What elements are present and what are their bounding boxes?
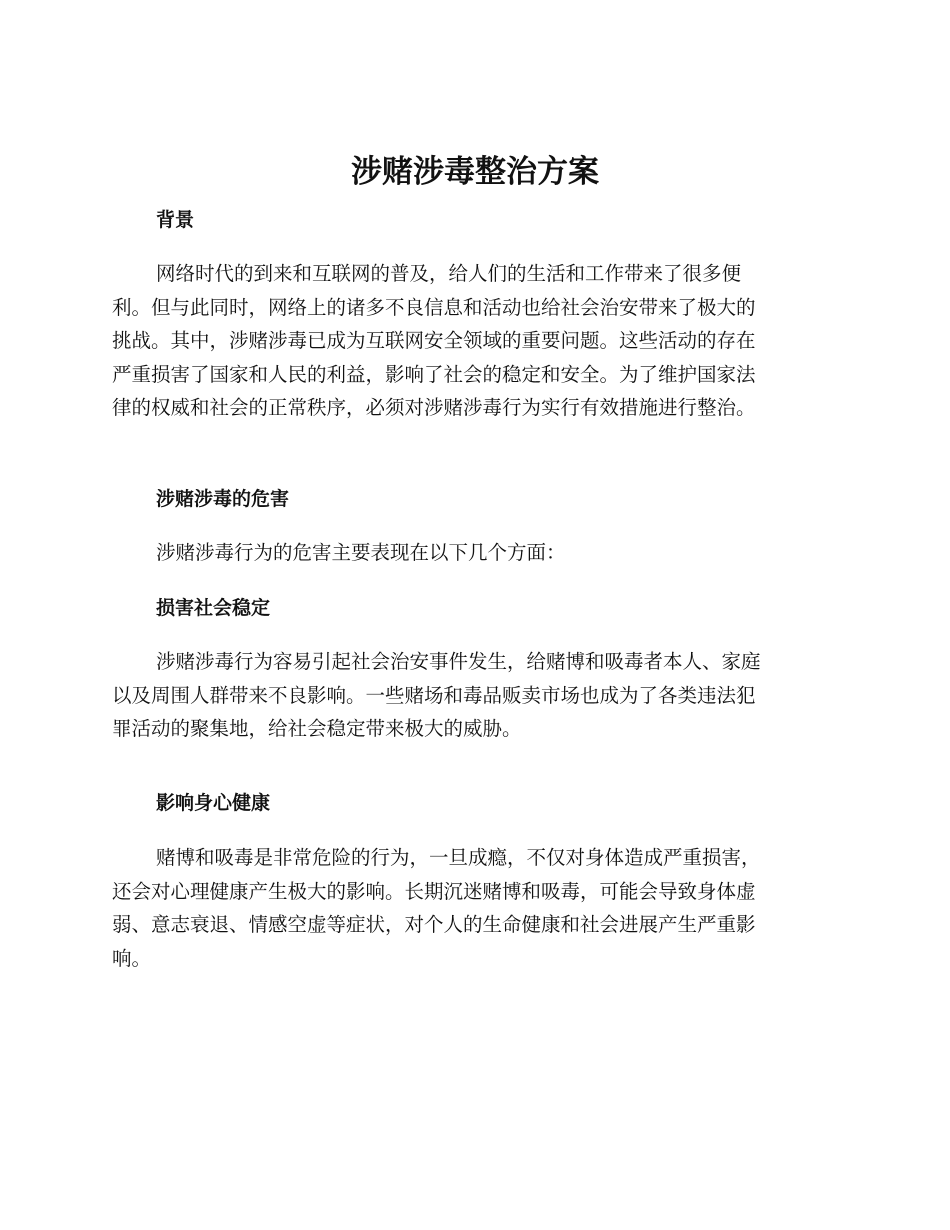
paragraph-line: 网络时代的到来和互联网的普及，给人们的生活和工作带来了很多便 [156, 262, 742, 285]
paragraph-line: 以及周围人群带来不良影响。一些赌场和毒品贩卖市场也成为了各类违法犯 [112, 683, 756, 707]
section-heading-health: 影响身心健康 [156, 792, 271, 814]
paragraph-line: 涉赌涉毒行为容易引起社会治安事件发生，给赌博和吸毒者本人、家庭 [156, 650, 761, 673]
section-paragraph-harms [112, 536, 836, 570]
paragraph-line: 挑战。其中，涉赌涉毒已成为互联网安全领域的重要问题。这些活动的存在 [112, 329, 756, 352]
section-paragraph-background [112, 257, 836, 425]
paragraph-line: 赌博和吸毒是非常危险的行为，一旦成瘾，不仅对身体造成严重损害， [156, 846, 761, 869]
section-paragraph-health [112, 841, 836, 975]
paragraph-line: 律的权威和社会的正常秩序，必须对涉赌涉毒行为实行有效措施进行整治。 [112, 396, 756, 419]
paragraph-line: 严重损害了国家和人民的利益，影响了社会的稳定和安全。为了维护国家法 [112, 362, 756, 386]
paragraph-line: 罪活动的聚集地，给社会稳定带来极大的威胁。 [112, 717, 522, 740]
section-paragraph-social-stability [112, 645, 836, 746]
section-heading-social-stability: 损害社会稳定 [156, 597, 271, 619]
document-title: 涉赌涉毒整治方案 [351, 154, 599, 190]
paragraph-line: 还会对心理健康产生极大的影响。长期沉迷赌博和吸毒，可能会导致身体虚 [112, 879, 756, 903]
paragraph-line: 弱、意志衰退、情感空虚等症状，对个人的生命健康和社会进展产生严重影 [112, 913, 756, 936]
section-heading-harms: 涉赌涉毒的危害 [156, 488, 290, 510]
paragraph-line: 涉赌涉毒行为的危害主要表现在以下几个方面： [156, 541, 566, 564]
paragraph-line: 响。 [112, 946, 152, 970]
paragraph-line: 利。但与此同时，网络上的诸多不良信息和活动也给社会治安带来了极大的 [112, 295, 756, 319]
section-heading-background: 背景 [156, 209, 195, 231]
